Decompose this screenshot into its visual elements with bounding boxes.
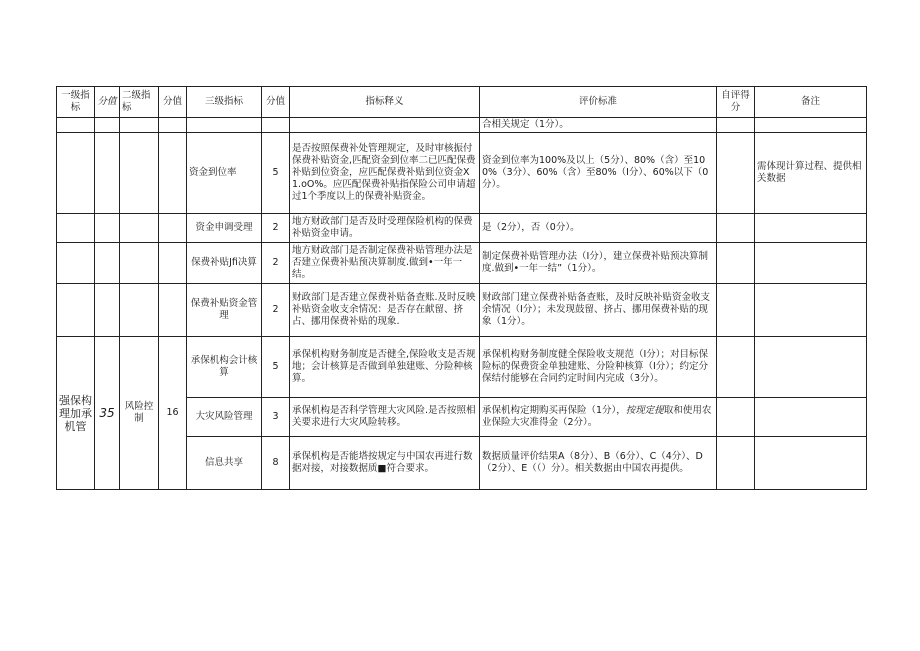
definition-cell: 地方财政部门是否制定保费补贴管理办法是否建立保费补贴预决算制度.做到•一年一结。 — [290, 243, 480, 284]
criteria-cell: 数据质量评价结果A（8分）、B（6分）、C（4分）、D（2分）、E（（）分）。相关数据由中国农再提供。 — [480, 437, 717, 490]
score-cell: 5 — [262, 337, 290, 398]
group-l2-name: 风险控制 — [120, 337, 159, 490]
self-score-cell — [717, 214, 755, 243]
l3-name-cell: 资金申调受理 — [187, 214, 262, 243]
score-cell: 2 — [262, 214, 290, 243]
definition-cell: 承保机构是否科学管理大灾风险.是否按照相关要求进行大灾风险转移。 — [290, 398, 480, 437]
definition-cell: 地方财政部门是否及时受理保险机构的保费补贴资金申请。 — [290, 214, 480, 243]
l3-name-cell: 大灾风险管理 — [187, 398, 262, 437]
self-score-cell — [717, 284, 755, 337]
table-row — [57, 284, 867, 337]
header-l1-score: 分值 — [95, 87, 120, 118]
header-remark: 备注 — [755, 87, 867, 118]
self-score-cell — [717, 437, 755, 490]
remark-cell — [755, 118, 867, 133]
l2-score-cell — [159, 118, 187, 133]
l1-name-cell — [57, 243, 95, 284]
l2-name-cell — [120, 284, 159, 337]
remark-cell — [755, 284, 867, 337]
definition-cell: 财政部门是否建立保费补贴备查账.及时反映补贴资金收支余情况：是否存在献留、挤占、挪用保费补贴的现象. — [290, 284, 480, 337]
l3-name-cell: 信息共享 — [187, 437, 262, 490]
score-cell: 3 — [262, 398, 290, 437]
self-score-cell — [717, 118, 755, 133]
l1-score-cell — [95, 284, 120, 337]
evaluation-table — [56, 86, 867, 490]
criteria-cell — [480, 398, 717, 437]
l2-score-cell — [159, 243, 187, 284]
l3-name-cell — [187, 118, 262, 133]
header-l3-name: 三级指标 — [187, 87, 262, 118]
criteria-cell: 承保机构财务制度健全保险收支规范（I分）；对目标保险标的保费资金单独建账、分险种核算（I分）；约定分保结付能够在合同约定时间内完成（3分）。 — [480, 337, 717, 398]
remark-cell: 需体现计算过程、提供相关数据 — [755, 133, 867, 214]
l1-name-cell — [57, 214, 95, 243]
header-l2-score: 分值 — [159, 87, 187, 118]
remark-cell — [755, 398, 867, 437]
header-l1-name: 一级指标 — [57, 87, 95, 118]
l2-name-cell — [120, 133, 159, 214]
l3-name-cell: 保费补贴资金管理 — [187, 284, 262, 337]
l2-score-cell — [159, 284, 187, 337]
self-score-cell — [717, 398, 755, 437]
header-criteria: 评价标准 — [480, 87, 717, 118]
l2-name-cell — [120, 214, 159, 243]
l2-score-cell — [159, 214, 187, 243]
definition-cell: 承保机构财务制度是否健全,保险收支是否规地；会计核算是否做到单独建账、分险种核算。 — [290, 337, 480, 398]
header-l3-score: 分值 — [262, 87, 290, 118]
l2-score-cell — [159, 133, 187, 214]
definition-cell: 是否按照保费补处管理规定，及时审核振付保费补贴资金,匹配资金到位率二已匹配保费补贴到位资金，应匹配保费补贴到位资金X1.oO%。应匹配保费补贴指保险公司申请超过1个季度以上的保费补贴资金。 — [290, 133, 480, 214]
criteria-part-a: 承保机构定期购买再保险（1分）， — [482, 405, 626, 416]
header-definition: 指标释义 — [290, 87, 480, 118]
table-row — [57, 337, 867, 398]
header-l2-name: 二级指标 — [120, 87, 159, 118]
self-score-cell — [717, 337, 755, 398]
criteria-cell: 资金到位率为100%及以上（5分）、80%（含）至100%（3分）、60%（含）至80%（I分）、60%以下（0分）。 — [480, 133, 717, 214]
score-cell: 2 — [262, 243, 290, 284]
score-cell: 5 — [262, 133, 290, 214]
header-self-score: 自评得分 — [717, 87, 755, 118]
self-score-cell — [717, 133, 755, 214]
header-row — [57, 87, 867, 118]
group-l2-score: 16 — [159, 337, 187, 490]
table-row — [57, 243, 867, 284]
l1-name-cell — [57, 118, 95, 133]
table-row — [57, 118, 867, 133]
definition-cell — [290, 118, 480, 133]
l3-name-cell: 保费补贴Jfi决算 — [187, 243, 262, 284]
table-row — [57, 214, 867, 243]
remark-cell — [755, 243, 867, 284]
l1-score-cell — [95, 118, 120, 133]
l1-name-cell — [57, 284, 95, 337]
score-cell — [262, 118, 290, 133]
score-cell: 2 — [262, 284, 290, 337]
l1-name-cell — [57, 133, 95, 214]
l1-score-cell — [95, 214, 120, 243]
remark-cell — [755, 437, 867, 490]
table-row — [57, 133, 867, 214]
l3-name-cell: 资金到位率 — [187, 133, 262, 214]
criteria-cell: 是（2分），否（0分）。 — [480, 214, 717, 243]
criteria-part-c: 取和使用农业保险大灾准得金（2分）。 — [482, 405, 712, 428]
criteria-part-b: 按现定提 — [625, 405, 664, 416]
remark-cell — [755, 214, 867, 243]
l2-name-cell — [120, 118, 159, 133]
criteria-cell: 财政部门建立保费补贴备查账，及时反映补贴资金收支余情况（I分）；未发现鼓留、挤占、挪用保费补贴的现象（1分）。 — [480, 284, 717, 337]
remark-cell — [755, 337, 867, 398]
l1-score-cell — [95, 243, 120, 284]
definition-cell: 承保机构是否能塔按规定与中国农再进行数据对接，对接数据质■符合要求。 — [290, 437, 480, 490]
group-l1-score: 35 — [95, 337, 120, 490]
l3-name-cell: 承保机构会计核算 — [187, 337, 262, 398]
score-cell: 8 — [262, 437, 290, 490]
criteria-cell: 合相关规定（1分）。 — [480, 118, 717, 133]
self-score-cell — [717, 243, 755, 284]
group-l1-name: 强保构理加承机管 — [57, 337, 95, 490]
l1-score-cell — [95, 133, 120, 214]
l2-name-cell — [120, 243, 159, 284]
criteria-cell: 制定保费补贴管理办法（I分），建立保费补贴预决算制度.做到•一年一结”（1分）。 — [480, 243, 717, 284]
